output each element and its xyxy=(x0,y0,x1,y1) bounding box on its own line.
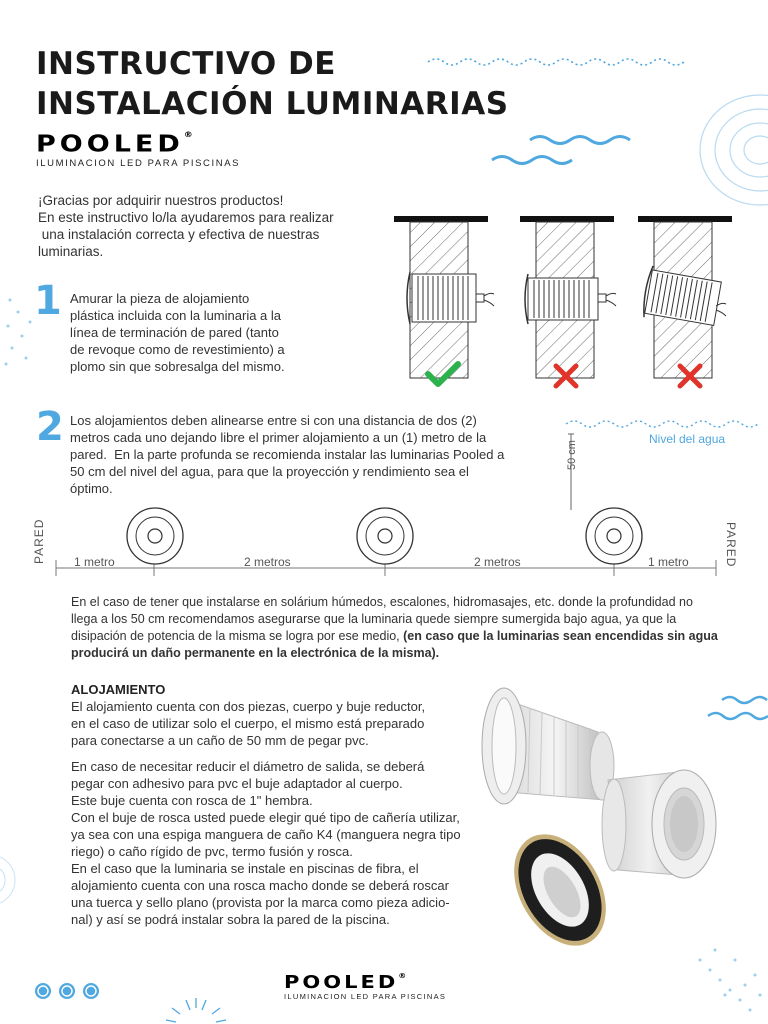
intro-line: una instalación correcta y efectiva de nuestras xyxy=(38,227,320,242)
distance-label: 1 metro xyxy=(74,555,115,569)
warning-bold: (en caso que la luminarias sean encendidas sin agua producirá un daño permanente en la electrónica de la misma). xyxy=(71,629,718,660)
step2-line: metros cada uno dejando libre el primer alojamiento a un (1) metro de la xyxy=(70,430,487,445)
alojamiento-line: En caso de necesitar reducir el diámetro de salida, se deberá xyxy=(71,759,425,774)
alojamiento-line: ya sea con una espiga manguera de caño K4 (manguera negra tipo xyxy=(71,827,461,842)
step2-number: 2 xyxy=(36,404,64,450)
alojamiento-p2 xyxy=(71,758,461,928)
alojamiento-line: pegar con adhesivo para pvc el buje adaptador al cuerpo. xyxy=(71,776,403,791)
title-line2: INSTALACIÓN LUMINARIAS xyxy=(36,86,509,122)
step1-line: línea de terminación de pared (tanto xyxy=(70,325,279,340)
step2-line: pared. En la parte profunda se recomienda instalar las luminarias Pooled a xyxy=(70,447,505,462)
step1-text xyxy=(70,290,285,375)
step2-text xyxy=(70,412,504,497)
intro-text xyxy=(38,192,334,260)
warning-text xyxy=(71,594,721,662)
reducer-bushing-image xyxy=(602,770,716,878)
step1-line: plomo sin que sobresalga del mismo. xyxy=(70,359,285,374)
alojamiento-line: riego) o caño rígido de pvc, termo fusión y rosca. xyxy=(71,844,353,859)
wall-correct xyxy=(394,216,494,378)
brand-tagline: ILUMINACION LED PARA PISCINAS xyxy=(36,158,241,169)
step2-line: 50 cm del nivel del agua, para que la proyección y rendimiento sea el xyxy=(70,464,469,479)
luminaire-symbol xyxy=(357,508,413,564)
warning-body: En el caso de tener que instalarse en solárium húmedos, escalones, hidromasajes, etc. donde la profundidad no llega a los 50 cm recomendamos asegurarse que la luminaria quede siempre sumergida bajo agua, ya que la disipación de potencia de la misma se logra por ese medio, xyxy=(71,595,693,643)
brand-logo-top xyxy=(36,131,240,169)
step1-line: plástica incluida con la luminaria a la xyxy=(70,308,282,323)
brand-name: POOLED xyxy=(36,131,184,158)
intro-line: En este instructivo lo/la ayudaremos para realizar xyxy=(38,210,334,225)
step1-line: de revoque como de revestimiento) a xyxy=(70,342,285,357)
wall-label-left: PARED xyxy=(32,518,46,564)
alojamiento-line: En el caso que la luminaria se instale en piscinas de fibra, el xyxy=(71,861,419,876)
wall-wrong-protruding xyxy=(520,216,616,378)
depth-label: 50 cm xyxy=(566,440,578,470)
luminaire-symbol xyxy=(586,508,642,564)
step1-line: Amurar la pieza de alojamiento xyxy=(70,291,250,306)
brand-tagline: ILUMINACION LED PARA PISCINAS xyxy=(284,992,447,1001)
luminaire-symbol xyxy=(127,508,183,564)
alojamiento-line: Este buje cuenta con rosca de 1" hembra. xyxy=(71,793,313,808)
intro-line: ¡Gracias por adquirir nuestros productos! xyxy=(38,193,284,208)
alojamiento-line: nal) y así se podrá instalar sobra la pared de la piscina. xyxy=(71,912,390,927)
wall-wrong-tilted xyxy=(638,216,732,378)
alojamiento-line: Con el buje de rosca usted puede elegir qué tipo de cañería utilizar, xyxy=(71,810,460,825)
page-title xyxy=(36,44,509,124)
wall-label-right: PARED xyxy=(724,522,738,568)
alojamiento-line: para conectarse a un caño de 50 mm de pegar pvc. xyxy=(71,733,369,748)
brand-name: POOLED xyxy=(284,972,399,993)
brand-logo-bottom xyxy=(284,972,446,1001)
distance-label: 2 metros xyxy=(474,555,521,569)
housing-body-image xyxy=(482,688,614,804)
alojamiento-p1 xyxy=(71,698,425,749)
distance-label: 1 metro xyxy=(648,555,689,569)
alojamiento-heading: ALOJAMIENTO xyxy=(71,682,166,697)
page-indicator-dots xyxy=(34,982,104,1002)
water-level-label: Nivel del agua xyxy=(649,432,726,446)
housing-product-images xyxy=(478,680,730,952)
registered-mark: ® xyxy=(398,972,407,980)
step2-line: Los alojamientos deben alinearse entre si con una distancia de dos (2) xyxy=(70,413,477,428)
registered-mark: ® xyxy=(183,131,193,140)
alojamiento-line: una tuerca y sello plano (provista por la marca como pieza adicio- xyxy=(71,895,450,910)
step1-number: 1 xyxy=(34,278,62,324)
alojamiento-line: en el caso de utilizar solo el cuerpo, el mismo está preparado xyxy=(71,716,425,731)
distance-label: 2 metros xyxy=(244,555,291,569)
step2-line: óptimo. xyxy=(70,481,113,496)
alojamiento-line: alojamiento cuenta con una rosca macho donde se deberá roscar xyxy=(71,878,449,893)
installation-diagram xyxy=(390,210,750,395)
alojamiento-line: El alojamiento cuenta con dos piezas, cuerpo y buje reductor, xyxy=(71,699,426,714)
intro-line: luminarias. xyxy=(38,244,104,259)
title-line1: INSTRUCTIVO DE xyxy=(36,46,336,82)
